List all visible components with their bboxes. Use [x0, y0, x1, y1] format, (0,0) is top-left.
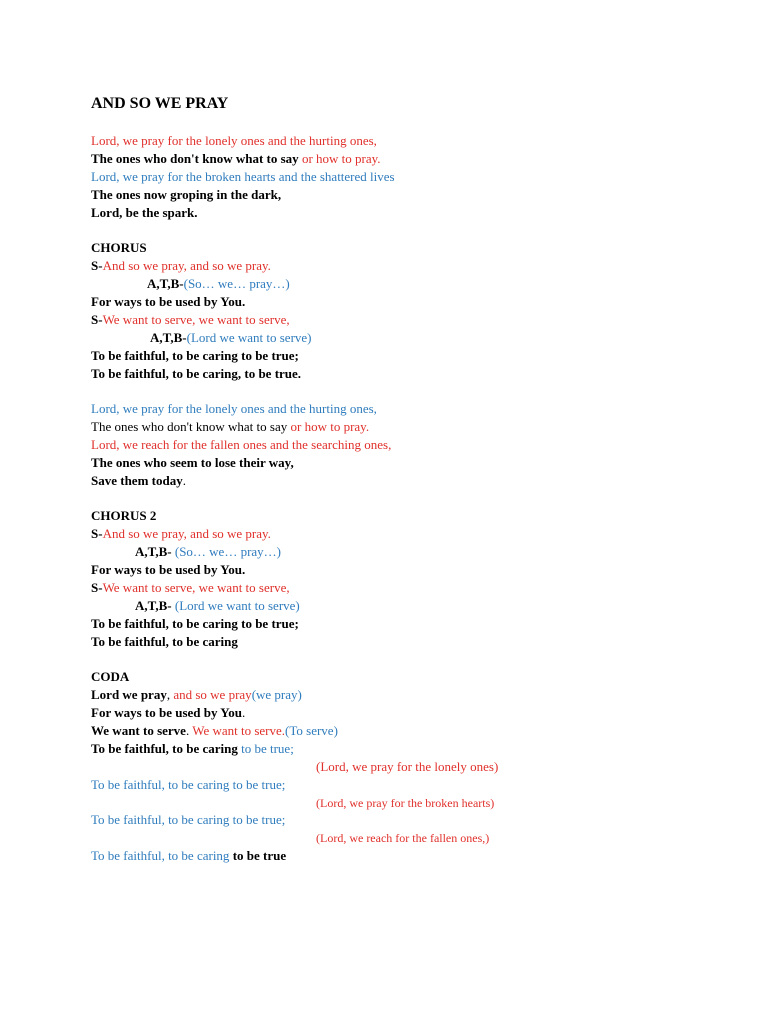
chorus2-line5-part2: (Lord we want to serve) — [171, 598, 300, 613]
verse2-line1: Lord, we pray for the lonely ones and the hurting ones, — [91, 401, 377, 416]
chorus1-line2-part1: A,T,B- — [147, 276, 184, 291]
coda-line2-part2: . — [241, 705, 246, 720]
coda-line6: To be faithful, to be caring to be true; — [91, 777, 286, 792]
verse2-line2-part2: or how to pray. — [287, 419, 370, 434]
coda-line4 — [91, 740, 294, 758]
chorus1-line1 — [91, 257, 271, 275]
chorus1-line2-part2: (So… we… pray…) — [183, 276, 290, 291]
coda-line5: (Lord, we pray for the lonely ones) — [316, 759, 499, 774]
coda-heading: CODA — [91, 669, 130, 684]
coda-line1 — [91, 686, 302, 704]
coda-line9: (Lord, we reach for the fallen ones,) — [316, 831, 490, 845]
chorus2-line3: For ways to be used by You. — [91, 562, 246, 577]
verse2-line5-part2: . — [182, 473, 186, 488]
coda-line1-part4: (we pray) — [251, 687, 302, 702]
chorus2-line5-part1: A,T,B- — [135, 598, 172, 613]
verse1-line4: The ones now groping in the dark, — [91, 187, 282, 202]
chorus1-line5-part1: A,T,B- — [150, 330, 187, 345]
chorus2-line4-part2: We want to serve, we want to serve, — [102, 580, 290, 595]
verse2-line5-part1: Save them today — [91, 473, 183, 488]
verse2-line5 — [91, 472, 186, 490]
verse1-line5: Lord, be the spark. — [91, 205, 198, 220]
coda-line1-part2: , — [166, 687, 174, 702]
coda-line1-part3: and so we pray — [173, 687, 252, 702]
chorus1-line3: For ways to be used by You. — [91, 294, 246, 309]
chorus1-line5-part2: (Lord we want to serve) — [186, 330, 312, 345]
chorus2-line6: To be faithful, to be caring to be true; — [91, 616, 299, 631]
coda-line10-part2: to be true — [232, 848, 287, 863]
chorus1-line4-part1: S- — [91, 312, 103, 327]
coda-line10-part1: To be faithful, to be caring — [91, 848, 233, 863]
chorus1-line4-part2: We want to serve, we want to serve, — [102, 312, 290, 327]
coda-line2 — [91, 704, 245, 722]
chorus2-line2-part1: A,T,B- — [135, 544, 172, 559]
coda-line8: To be faithful, to be caring to be true; — [91, 812, 286, 827]
chorus2-heading: CHORUS 2 — [91, 508, 157, 523]
chorus2-line4 — [91, 579, 290, 597]
chorus2-line4-part1: S- — [91, 580, 103, 595]
chorus1-line7: To be faithful, to be caring, to be true. — [91, 366, 302, 381]
coda-line3 — [91, 722, 338, 740]
verse2-line3: Lord, we reach for the fallen ones and the searching ones, — [91, 437, 392, 452]
coda-line3-part3: We want to serve. — [192, 723, 286, 738]
verse1-line2-part2: or how to pray. — [298, 151, 381, 166]
chorus1-line4 — [91, 311, 290, 329]
coda-line3-part1: We want to serve — [91, 723, 186, 738]
chorus1-line5 — [150, 329, 312, 347]
verse2-line2 — [91, 418, 369, 436]
chorus1-line1-part2: And so we pray, and so we pray. — [102, 258, 271, 273]
verse2-line4: The ones who seem to lose their way, — [91, 455, 294, 470]
coda-line1-part1: Lord we pray — [91, 687, 167, 702]
chorus1-line6: To be faithful, to be caring to be true; — [91, 348, 299, 363]
coda-line3-part2: . — [185, 723, 193, 738]
coda-line2-part1: For ways to be used by You — [91, 705, 242, 720]
coda-line4-part1: To be faithful, to be caring — [91, 741, 238, 756]
verse1-line2 — [91, 150, 381, 168]
chorus1-line2 — [147, 275, 290, 293]
chorus2-line2 — [135, 543, 281, 561]
coda-line7: (Lord, we pray for the broken hearts) — [316, 796, 495, 810]
coda-line4-part2: to be true; — [237, 741, 294, 756]
chorus2-line1-part2: And so we pray, and so we pray. — [102, 526, 271, 541]
chorus2-line2-part2: (So… we… pray…) — [171, 544, 282, 559]
chorus2-line1 — [91, 525, 271, 543]
verse2-line2-part1: The ones who don't know what to say — [91, 419, 288, 434]
song-title: AND SO WE PRAY — [91, 95, 229, 112]
verse1-line2-part1: The ones who don't know what to say — [91, 151, 299, 166]
verse1-line1: Lord, we pray for the lonely ones and the hurting ones, — [91, 133, 377, 148]
chorus1-heading: CHORUS — [91, 240, 147, 255]
coda-line10 — [91, 847, 286, 865]
chorus2-line1-part1: S- — [91, 526, 103, 541]
coda-line3-part4: (To serve) — [285, 723, 338, 738]
verse1-line3: Lord, we pray for the broken hearts and the shattered lives — [91, 169, 395, 184]
chorus2-line5 — [135, 597, 300, 615]
chorus2-line7: To be faithful, to be caring — [91, 634, 238, 649]
chorus1-line1-part1: S- — [91, 258, 103, 273]
